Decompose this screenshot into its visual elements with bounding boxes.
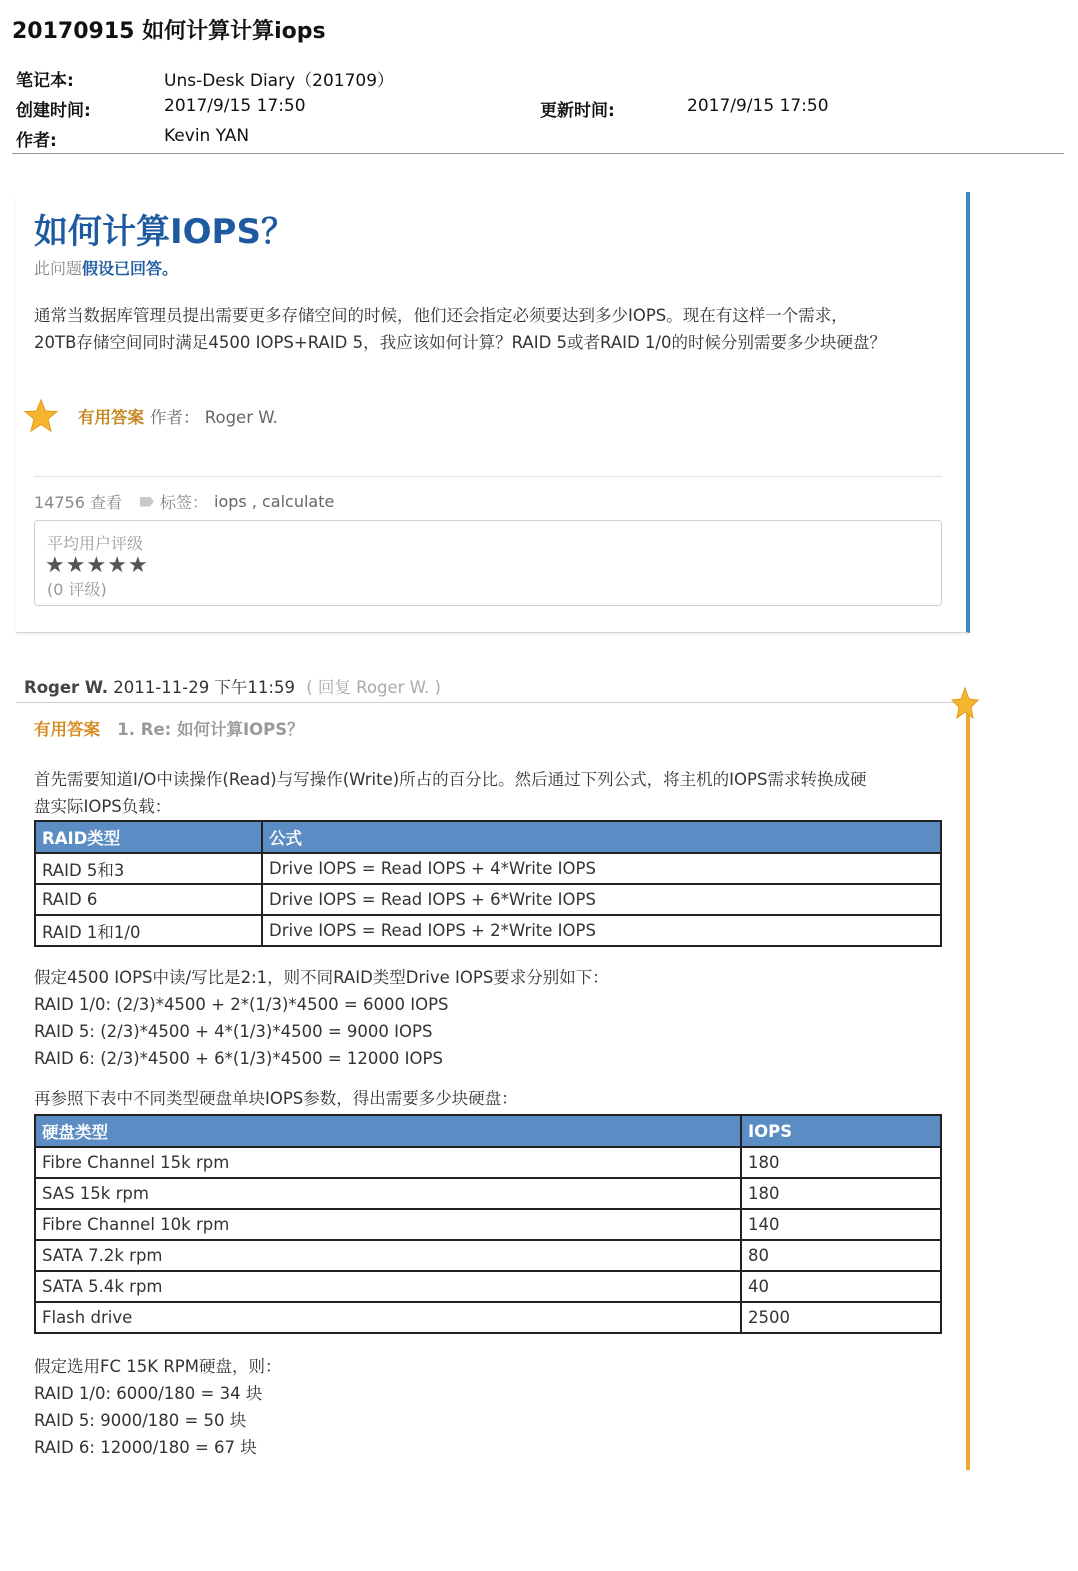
raid-formula-table [34, 820, 942, 947]
table-header-row [35, 821, 941, 853]
answer-datetime: 2011-11-29 下午11:59 [113, 678, 295, 697]
helpful-star-icon [24, 399, 58, 433]
table-cell: Drive IOPS = Read IOPS + 6*Write IOPS [262, 884, 941, 915]
table-row [35, 1271, 941, 1302]
table-row [35, 1147, 941, 1178]
result-line: RAID 1/0: 6000/180 = 34 块 [34, 1384, 263, 1403]
created-value: 2017/9/15 17:50 [164, 96, 306, 116]
answer-re-title[interactable]: 1. Re: 如何计算IOPS？ [117, 720, 304, 739]
updated-label: 更新时间: [540, 101, 615, 121]
question-divider [34, 476, 942, 477]
calc-line: RAID 5: (2/3)*4500 + 4*(1/3)*4500 = 9000 IOPS [34, 1022, 433, 1041]
status-value: 假设已回答。 [82, 259, 179, 278]
table-row [35, 1240, 941, 1271]
star-icon[interactable]: ★ [86, 553, 107, 578]
table-row [35, 915, 941, 946]
helpful-answer-label[interactable]: 有用答案 [78, 408, 144, 427]
table-cell: SAS 15k rpm [35, 1178, 741, 1209]
table-cell: SATA 5.4k rpm [35, 1271, 741, 1302]
question-body [34, 302, 946, 356]
answer-intro-line: 首先需要知道I/O中读操作(Read)与写操作(Write)所占的百分比。然后通过下列公式，将主机的IOPS需求转换成硬 [34, 770, 867, 789]
answer-subheader [34, 716, 304, 740]
table-cell: Fibre Channel 10k rpm [35, 1209, 741, 1240]
reply-link[interactable]: ( 回复 Roger W. ) [306, 678, 441, 697]
table-cell: Drive IOPS = Read IOPS + 2*Write IOPS [262, 915, 941, 946]
table-cell: Fibre Channel 15k rpm [35, 1147, 741, 1178]
view-count: 14756 查看 [34, 493, 122, 512]
notebook-value: Uns-Desk Diary（201709） [164, 71, 395, 91]
updated-value: 2017/9/15 17:50 [687, 96, 829, 116]
table-header-cell: RAID类型 [35, 821, 262, 853]
answer-header [24, 674, 441, 698]
created-label: 创建时间: [16, 101, 91, 121]
author-label: 作者: [16, 131, 57, 151]
table-cell: RAID 6 [35, 884, 262, 915]
table-cell: 180 [741, 1147, 941, 1178]
disk-table-intro: 再参照下表中不同类型硬盘单块IOPS参数，得出需要多少块硬盘： [34, 1089, 518, 1108]
answer-accent-bar [966, 700, 970, 1470]
star-icon[interactable]: ★ [65, 553, 86, 578]
tags-list[interactable]: iops , calculate [214, 492, 335, 511]
result-line: 假定选用FC 15K RPM硬盘，则： [34, 1357, 282, 1376]
question-stats [34, 490, 334, 513]
table-cell: 2500 [741, 1302, 941, 1333]
answer-intro [34, 766, 866, 820]
table-header-row [35, 1115, 941, 1147]
table-cell: Drive IOPS = Read IOPS + 4*Write IOPS [262, 853, 941, 884]
table-header-cell: 硬盘类型 [35, 1115, 741, 1147]
result-line: RAID 6: 12000/180 = 67 块 [34, 1438, 257, 1457]
table-cell: SATA 7.2k rpm [35, 1240, 741, 1271]
rating-box [34, 520, 942, 606]
question-status [34, 256, 178, 279]
rating-count: (0 评级) [47, 580, 107, 599]
helpful-answer-author: 作者： Roger W. [150, 408, 278, 427]
table-row [35, 1209, 941, 1240]
rating-stars[interactable] [45, 555, 149, 577]
answer-author[interactable]: Roger W. [24, 678, 109, 697]
note-title: 20170915 如何计算计算iops [12, 19, 326, 44]
answer-helpful-label: 有用答案 [34, 720, 100, 739]
question-body-line: 20TB存储空间同时满足4500 IOPS+RAID 5，我应该如何计算？RAID 5或者RAID 1/0的时候分别需要多少块硬盘？ [34, 333, 886, 352]
header-divider [12, 153, 1064, 154]
question-title[interactable]: 如何计算IOPS？ [34, 212, 295, 252]
table-header-cell: 公式 [262, 821, 941, 853]
question-body-line: 通常当数据库管理员提出需要更多存储空间的时候，他们还会指定必须要达到多少IOPS。现在有这样一个需求， [34, 306, 848, 325]
table-row [35, 853, 941, 884]
table-header-cell: IOPS [741, 1115, 941, 1147]
table-cell: 140 [741, 1209, 941, 1240]
star-icon[interactable]: ★ [107, 553, 127, 578]
result-block [34, 1353, 281, 1461]
disk-iops-table [34, 1114, 942, 1334]
table-cell: Flash drive [35, 1302, 741, 1333]
calc-line: RAID 1/0: (2/3)*4500 + 2*(1/3)*4500 = 6000 IOPS [34, 995, 449, 1014]
table-row [35, 1178, 941, 1209]
question-card [16, 192, 970, 633]
table-cell: 80 [741, 1240, 941, 1271]
table-row [35, 884, 941, 915]
calc-line: 假定4500 IOPS中读/写比是2:1，则不同RAID类型Drive IOPS要求分别如下： [34, 968, 609, 987]
notebook-label: 笔记本: [16, 71, 74, 91]
table-cell: 180 [741, 1178, 941, 1209]
table-row [35, 1302, 941, 1333]
answer-divider [16, 702, 966, 703]
tag-icon [140, 497, 154, 507]
tags-label: 标签： [160, 493, 209, 512]
star-icon[interactable]: ★ [127, 553, 148, 578]
answer-star-icon [945, 686, 979, 732]
table-cell: 40 [741, 1271, 941, 1302]
calc-line: RAID 6: (2/3)*4500 + 6*(1/3)*4500 = 12000 IOPS [34, 1049, 443, 1068]
star-icon[interactable]: ★ [45, 553, 65, 578]
table-cell: RAID 1和1/0 [35, 915, 262, 946]
rating-label: 平均用户评级 [47, 534, 144, 553]
helpful-answer-row[interactable] [24, 396, 278, 436]
calculation-block [34, 964, 609, 1072]
result-line: RAID 5: 9000/180 = 50 块 [34, 1411, 247, 1430]
author-value: Kevin YAN [164, 126, 250, 146]
status-prefix: 此问题 [34, 259, 83, 278]
table-cell: RAID 5和3 [35, 853, 262, 884]
answer-intro-line: 盘实际IOPS负载： [34, 797, 172, 816]
